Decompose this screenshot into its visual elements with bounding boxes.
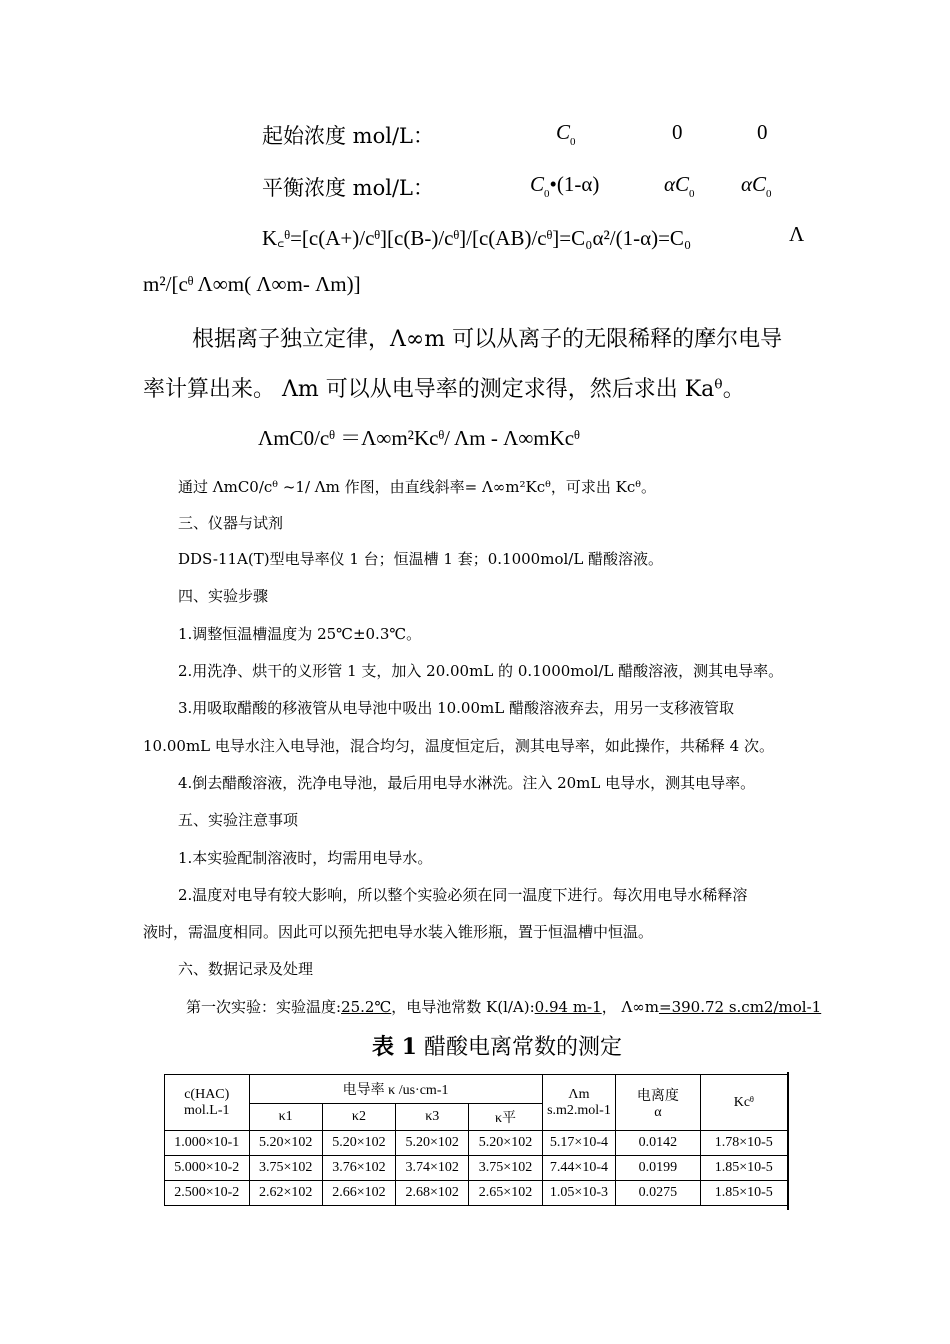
cell-k3: 5.20×102 — [396, 1131, 469, 1156]
section-4-title: 四、实验步骤 — [178, 587, 269, 605]
cell-k3: 2.68×102 — [396, 1181, 469, 1206]
step-1: 1.调整恒温槽温度为 25℃±0.3℃。 — [178, 625, 422, 643]
note-2-line2: 液时，需温度相同。因此可以预先把电导水装入锥形瓶，置于恒温槽中恒温。 — [143, 923, 654, 941]
initial-zero-1: 0 — [672, 120, 683, 144]
section-5-title: 五、实验注意事项 — [178, 811, 299, 829]
cell-k3: 3.74×102 — [396, 1156, 469, 1181]
paragraph-independent-migration-line2: 率计算出来。 Λm 可以从电导率的测定求得，然后求出 Kaᶿ。 — [143, 377, 745, 402]
lambda-infinity-value: =390.72 s.cm2/mol-1 — [659, 998, 822, 1016]
table-caption-number: 表 1 — [372, 1034, 417, 1060]
cell-concentration: 5.000×10-2 — [165, 1156, 250, 1181]
table-row — [165, 1156, 788, 1181]
table-caption — [372, 1030, 622, 1061]
section-6-title: 六、数据记录及处理 — [178, 960, 314, 978]
section-3-body: DDS-11A(T)型电导率仪 1 台；恒温槽 1 套；0.1000mol/L 醋酸溶液。 — [178, 550, 664, 568]
initial-c0: $C_0$ — [556, 120, 576, 148]
paragraph-independent-migration-line1: 根据离子独立定律，Λ∞m 可以从离子的无限稀释的摩尔电导 — [192, 327, 783, 352]
cell-k1: 2.62×102 — [249, 1181, 322, 1206]
header-concentration: c(HAC) mol.L-1 — [165, 1075, 250, 1131]
first-experiment-line — [186, 996, 821, 1017]
cell-kavg: 2.65×102 — [469, 1181, 542, 1206]
equilibrium-alpha-c0-1: $\alpha C_0$ — [664, 172, 695, 200]
header-conductivity: 电导率 κ /us·cm-1 — [249, 1075, 542, 1104]
header-k3: κ3 — [396, 1104, 469, 1131]
step-4: 4.倒去醋酸溶液，洗净电导池，最后用电导水淋洗。注入 20mL 电导水，测其电导率。 — [178, 774, 756, 792]
step-3-line2: 10.00mL 电导水注入电导池，混合均匀，温度恒定后，测其电导率，如此操作，共稀释 4 次。 — [143, 737, 774, 755]
cell-kavg: 3.75×102 — [469, 1156, 542, 1181]
note-1: 1.本实验配制溶液时，均需用电导水。 — [178, 849, 433, 867]
cell-concentration: 2.500×10-2 — [165, 1181, 250, 1206]
cell-kc: 1.78×10-5 — [700, 1131, 787, 1156]
cell-alpha: 0.0275 — [616, 1181, 700, 1206]
step-2: 2.用洗净、烘干的义形管 1 支，加入 20.00mL 的 0.1000mol/L 醋酸溶液，测其电导率。 — [178, 662, 784, 680]
equilibrium-c0-expr: $C_0•(1-\alpha)$ — [530, 172, 600, 200]
dissociation-constant-table — [164, 1074, 788, 1206]
cell-k2: 2.66×102 — [322, 1181, 395, 1206]
cell-kc: 1.85×10-5 — [700, 1156, 787, 1181]
header-kavg: κ平 — [469, 1104, 542, 1131]
linear-relation-equation: ΛmC0/cᶿ ＝Λ∞m²Kcᶿ/ Λm - Λ∞mKcᶿ — [258, 426, 580, 450]
header-k1: κ1 — [249, 1104, 322, 1131]
table-right-border — [787, 1072, 789, 1210]
cell-lambda: 5.17×10-4 — [542, 1131, 616, 1156]
kc-lambda-symbol: Λ — [789, 222, 805, 246]
header-molar-conductivity: Λm s.m2.mol-1 — [542, 1075, 616, 1131]
cell-constant-value: 0.94 m-1 — [534, 998, 602, 1016]
cell-kc: 1.85×10-5 — [700, 1181, 787, 1206]
cell-k1: 3.75×102 — [249, 1156, 322, 1181]
cell-k1: 5.20×102 — [249, 1131, 322, 1156]
plot-method-text: 通过 ΛmC0/cᶿ ~1/ Λm 作图，由直线斜率= Λ∞m²Kcᶿ，可求出 Kcᶿ。 — [178, 478, 657, 496]
header-kc: Kcᶿ — [700, 1075, 787, 1131]
initial-concentration-label: 起始浓度 mol/L： — [262, 124, 434, 148]
cell-k2: 5.20×102 — [322, 1131, 395, 1156]
note-2-line1: 2.温度对电导有较大影响，所以整个实验必须在同一温度下进行。每次用电导水稀释溶 — [178, 886, 748, 904]
cell-alpha: 0.0199 — [616, 1156, 700, 1181]
initial-zero-2: 0 — [757, 120, 768, 144]
cell-kavg: 5.20×102 — [469, 1131, 542, 1156]
cell-lambda: 1.05×10-3 — [542, 1181, 616, 1206]
cell-concentration: 1.000×10-1 — [165, 1131, 250, 1156]
table-row — [165, 1131, 788, 1156]
table-caption-text: 醋酸电离常数的测定 — [423, 1035, 622, 1060]
equilibrium-concentration-label: 平衡浓度 mol/L： — [262, 176, 434, 200]
cell-k2: 3.76×102 — [322, 1156, 395, 1181]
kc-equation-continuation: m²/[cᶿ Λ∞m( Λ∞m- Λm)] — [143, 272, 361, 296]
cell-alpha: 0.0142 — [616, 1131, 700, 1156]
table-row — [165, 1181, 788, 1206]
cell-constant-label: ，电导池常数 K(l/A): — [391, 998, 535, 1016]
header-k2: κ2 — [322, 1104, 395, 1131]
first-experiment-prefix: 第一次实验：实验温度: — [186, 998, 342, 1016]
experiment-temperature: 25.2℃ — [341, 998, 392, 1016]
section-3-title: 三、仪器与试剂 — [178, 514, 284, 532]
kc-equation: K꜀ᶿ=[c(A+)/cᶿ][c(B-)/cᶿ]/[c(AB)/cᶿ]=C₀α²/(1-α)=C₀ — [262, 226, 692, 250]
cell-lambda: 7.44×10-4 — [542, 1156, 616, 1181]
lambda-infinity-label: ， Λ∞m — [601, 998, 660, 1016]
header-ionization-degree: 电离度 α — [616, 1075, 700, 1131]
equilibrium-alpha-c0-2: $\alpha C_0$ — [741, 172, 772, 200]
step-3-line1: 3.用吸取醋酸的移液管从电导池中吸出 10.00mL 醋酸溶液弃去，用另一支移液管取 — [178, 699, 734, 717]
